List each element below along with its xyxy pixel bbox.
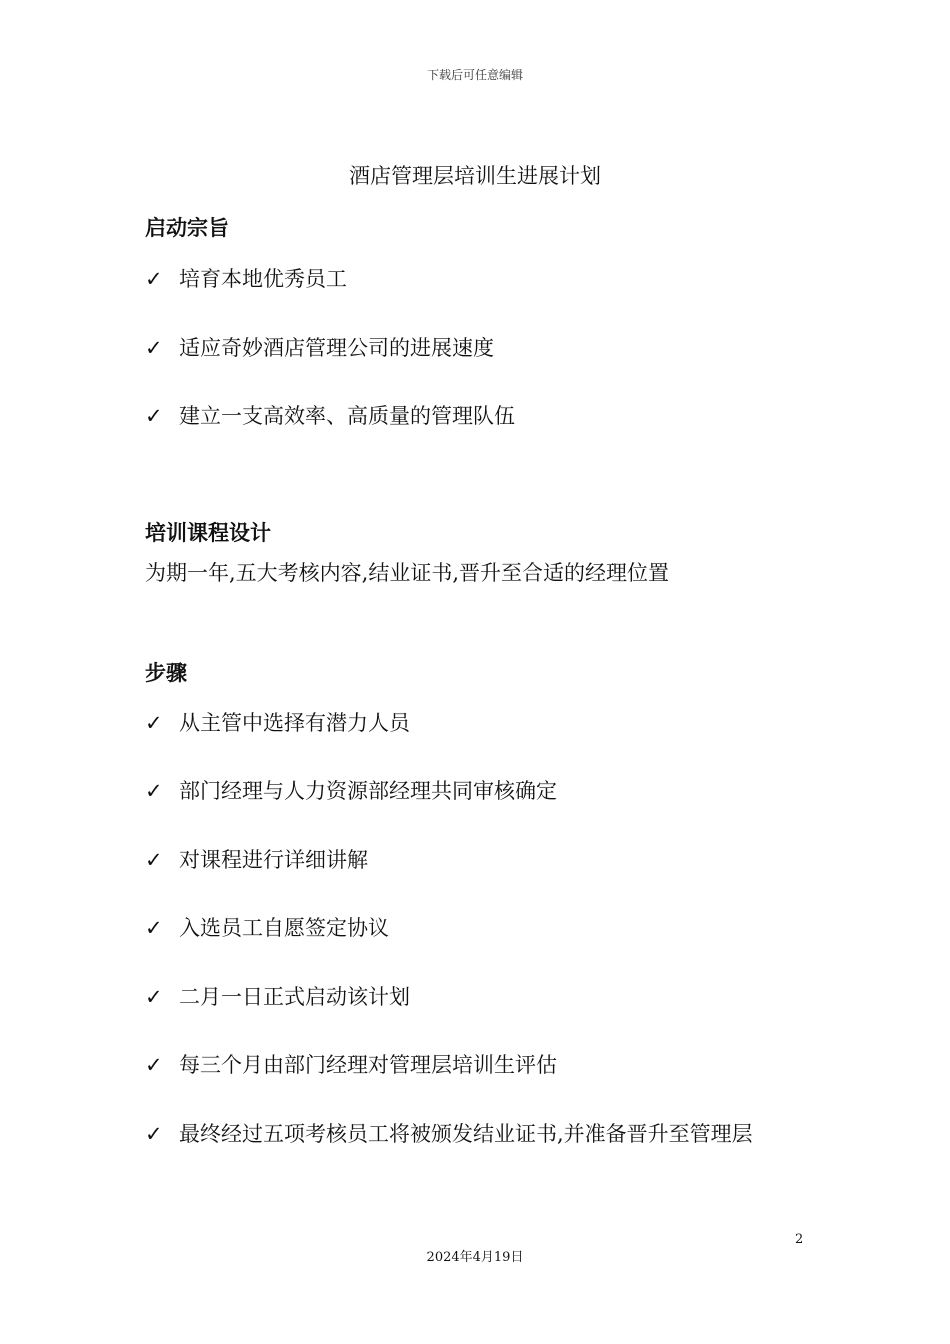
checkmark-icon: ✓ — [145, 711, 163, 735]
list-item-text: 对课程进行详细讲解 — [179, 848, 368, 872]
checkmark-icon: ✓ — [145, 267, 163, 291]
checkmark-icon: ✓ — [145, 336, 163, 360]
checkmark-icon: ✓ — [145, 916, 163, 940]
checkmark-icon: ✓ — [145, 779, 163, 803]
document-title: 酒店管理层培训生进展计划 — [349, 164, 601, 188]
list-item-text: 入选员工自愿签定协议 — [179, 916, 389, 940]
checkmark-icon: ✓ — [145, 404, 163, 428]
list-item-text: 从主管中选择有潜力人员 — [179, 711, 410, 735]
list-item-text: 部门经理与人力资源部经理共同审核确定 — [179, 779, 557, 803]
list-item-text: 最终经过五项考核员工将被颁发结业证书,并准备晋升至管理层 — [179, 1122, 753, 1146]
checkmark-icon: ✓ — [145, 848, 163, 872]
checkmark-icon: ✓ — [145, 985, 163, 1009]
list-item-text: 适应奇妙酒店管理公司的进展速度 — [179, 336, 494, 360]
page-number: 2 — [795, 1232, 804, 1247]
list-item-text: 每三个月由部门经理对管理层培训生评估 — [179, 1053, 557, 1077]
list-item-text: 培育本地优秀员工 — [179, 267, 347, 291]
footer-date: 2024年4月19日 — [426, 1250, 524, 1265]
list-item-text: 建立一支高效率、高质量的管理队伍 — [179, 404, 515, 428]
section-heading-course: 培训课程设计 — [145, 521, 271, 545]
section-heading-steps: 步骤 — [145, 661, 187, 685]
course-description: 为期一年,五大考核内容,结业证书,晋升至合适的经理位置 — [145, 561, 670, 585]
section-heading-purpose: 启动宗旨 — [145, 216, 229, 240]
checkmark-icon: ✓ — [145, 1122, 163, 1146]
page-header-note: 下载后可任意编辑 — [426, 68, 523, 82]
checkmark-icon: ✓ — [145, 1053, 163, 1077]
list-item-text: 二月一日正式启动该计划 — [179, 985, 410, 1009]
